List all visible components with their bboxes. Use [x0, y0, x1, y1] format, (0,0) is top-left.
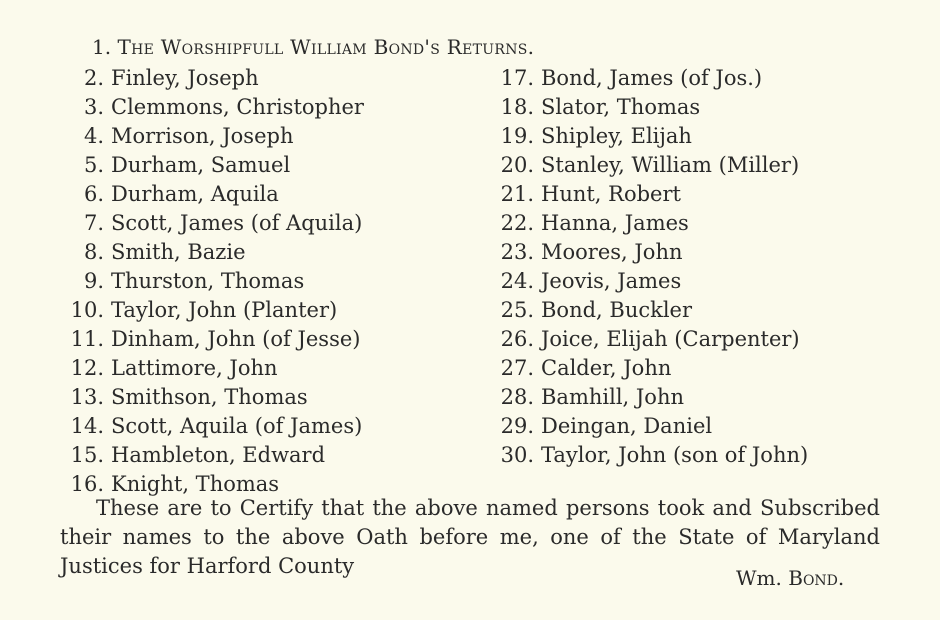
entry-number: 13.: [70, 385, 104, 409]
list-item: [470, 412, 808, 441]
entry-name: Scott, Aquila (of James): [111, 414, 363, 438]
entry-number: 8.: [83, 240, 104, 264]
entry-name: Bond, James (of Jos.): [541, 66, 763, 90]
list-item: [470, 441, 808, 470]
entry-number: 30.: [500, 443, 534, 467]
entry-number: 10.: [70, 298, 104, 322]
list-item: [68, 296, 364, 325]
heading-title: The Worshipfull William Bond's Returns.: [117, 35, 535, 59]
entry-number: 9.: [83, 269, 104, 293]
entry-name: Taylor, John (Planter): [111, 298, 338, 322]
entry-number: 21.: [500, 182, 534, 206]
list-item: [470, 151, 808, 180]
list-item: [68, 64, 364, 93]
entry-number: 15.: [70, 443, 104, 467]
entry-number: 14.: [70, 414, 104, 438]
entry-name: Durham, Samuel: [111, 153, 291, 177]
list-item: [470, 267, 808, 296]
entry-name: Knight, Thomas: [111, 472, 280, 496]
entry-number: 26.: [500, 327, 534, 351]
list-item: [68, 209, 364, 238]
list-item: [68, 93, 364, 122]
entry-number: 17.: [500, 66, 534, 90]
entry-number: 19.: [500, 124, 534, 148]
entry-number: 4.: [83, 124, 104, 148]
list-item: [68, 354, 364, 383]
entry-name: Durham, Aquila: [111, 182, 279, 206]
entry-name: Clemmons, Christopher: [111, 95, 364, 119]
list-item: [68, 383, 364, 412]
entry-name: Hambleton, Edward: [111, 443, 326, 467]
entry-number: 25.: [500, 298, 534, 322]
list-item: [470, 64, 808, 93]
list-item: [68, 325, 364, 354]
entry-number: 7.: [83, 211, 104, 235]
entry-number: 23.: [500, 240, 534, 264]
entry-number: 12.: [70, 356, 104, 380]
list-item: [68, 412, 364, 441]
entry-number: 6.: [83, 182, 104, 206]
entry-name: Shipley, Elijah: [541, 124, 692, 148]
entry-number: 24.: [500, 269, 534, 293]
entry-number: 3.: [83, 95, 104, 119]
entry-number: 18.: [500, 95, 534, 119]
entry-name: Taylor, John (son of John): [541, 443, 809, 467]
list-item: [470, 209, 808, 238]
entry-number: 11.: [70, 327, 104, 351]
returns-heading: [92, 34, 534, 60]
entry-name: Dinham, John (of Jesse): [111, 327, 361, 351]
entry-name: Smith, Bazie: [111, 240, 246, 264]
list-item: [470, 325, 808, 354]
entry-number: 20.: [500, 153, 534, 177]
list-item: [68, 441, 364, 470]
list-item: [470, 296, 808, 325]
entry-number: 22.: [500, 211, 534, 235]
signature-abbrev: Wm.: [736, 566, 782, 590]
signature: [736, 565, 844, 591]
entry-name: Morrison, Joseph: [111, 124, 294, 148]
list-item: [470, 354, 808, 383]
entry-number: 2.: [83, 66, 104, 90]
entry-name: Calder, John: [541, 356, 672, 380]
entry-name: Finley, Joseph: [111, 66, 259, 90]
entry-number: 29.: [500, 414, 534, 438]
entry-name: Joice, Elijah (Carpenter): [541, 327, 800, 351]
entry-number: 28.: [500, 385, 534, 409]
list-item: [68, 180, 364, 209]
entry-name: Hanna, James: [541, 211, 689, 235]
entry-name: Smithson, Thomas: [111, 385, 308, 409]
entry-name: Deingan, Daniel: [541, 414, 713, 438]
list-item: [68, 151, 364, 180]
entry-name: Slator, Thomas: [541, 95, 701, 119]
entry-name: Jeovis, James: [541, 269, 682, 293]
signature-surname: Bond.: [788, 566, 845, 590]
heading-number: 1.: [92, 35, 112, 59]
list-item: [470, 122, 808, 151]
left-name-column: [68, 64, 364, 499]
list-item: [68, 238, 364, 267]
right-name-column: [470, 64, 808, 470]
certification-text: These are to Certify that the above named persons took and Subscribed their names to the above Oath before me, one of the State of Maryland Justices for Harford County: [60, 496, 880, 578]
entry-name: Thurston, Thomas: [111, 269, 305, 293]
list-item: [68, 122, 364, 151]
entry-name: Hunt, Robert: [541, 182, 681, 206]
entry-name: Stanley, William (Miller): [541, 153, 800, 177]
entry-name: Bond, Buckler: [541, 298, 693, 322]
entry-name: Bamhill, John: [541, 385, 685, 409]
list-item: [68, 267, 364, 296]
entry-number: 16.: [70, 472, 104, 496]
list-item: [470, 238, 808, 267]
list-item: [470, 93, 808, 122]
entry-number: 5.: [83, 153, 104, 177]
entry-number: 27.: [500, 356, 534, 380]
entry-name: Moores, John: [541, 240, 683, 264]
list-item: [470, 383, 808, 412]
entry-name: Lattimore, John: [111, 356, 278, 380]
entry-name: Scott, James (of Aquila): [111, 211, 363, 235]
list-item: [470, 180, 808, 209]
